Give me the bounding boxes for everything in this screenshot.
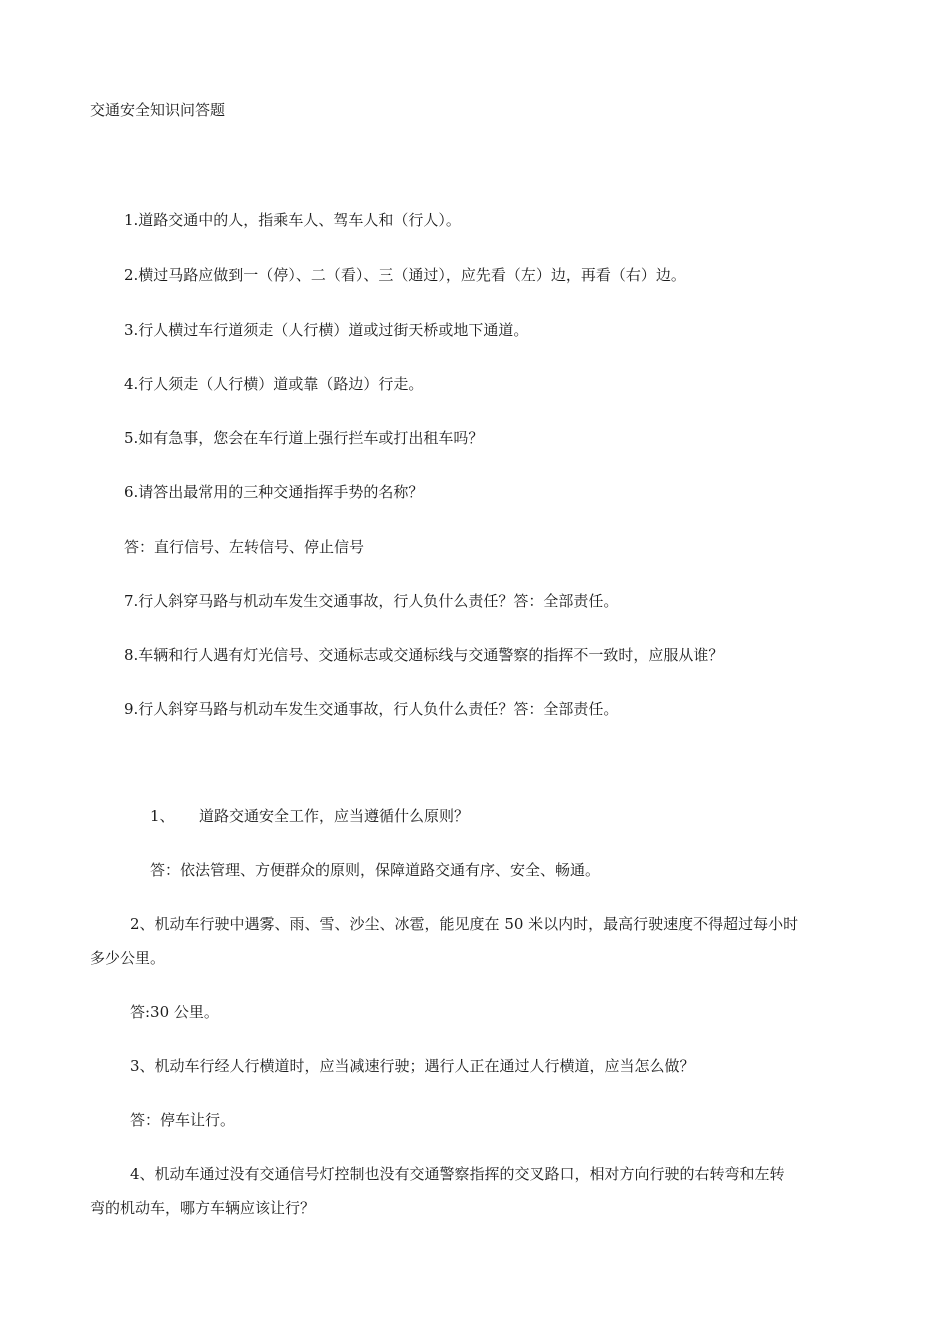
question-4: 4.行人须走（人行横）道或靠（路边）行走。 (124, 375, 424, 393)
section2-question-2-line2: 多少公里。 (90, 949, 166, 967)
section2-question-3: 3、机动车行经人行横道时，应当减速行驶；遇行人正在通过人行横道，应当怎么做？ (130, 1057, 695, 1075)
section2-answer-1: 答：依法管理、方便群众的原则，保障道路交通有序、安全、畅通。 (150, 861, 601, 879)
question-6: 6.请答出最常用的三种交通指挥手势的名称？ (124, 483, 424, 501)
question-9: 9.行人斜穿马路与机动车发生交通事故，行人负什么责任？答：全部责任。 (124, 700, 619, 718)
section2-question-1-number: 1、 (150, 807, 175, 825)
question-8: 8.车辆和行人遇有灯光信号、交通标志或交通标线与交通警察的指挥不一致时，应服从谁？ (124, 646, 724, 664)
question-1: 1.道路交通中的人，指乘车人、驾车人和（行人）。 (124, 211, 461, 229)
document-title: 交通安全知识问答题 (90, 101, 226, 119)
section2-answer-3: 答：停车让行。 (130, 1111, 236, 1129)
section2-question-2-line1: 2、机动车行驶中遇雾、雨、雪、沙尘、冰雹，能见度在 50 米以内时，最高行驶速度不得超过每小时 (130, 915, 799, 933)
question-3: 3.行人横过车行道须走（人行横）道或过街天桥或地下通道。 (124, 321, 529, 339)
section2-question-4-line2: 弯的机动车，哪方车辆应该让行？ (90, 1199, 316, 1217)
answer-6: 答：直行信号、左转信号、停止信号 (124, 538, 365, 556)
section2-question-1: 道路交通安全工作，应当遵循什么原则？ (199, 807, 470, 825)
section2-answer-2: 答:30 公里。 (130, 1003, 219, 1021)
question-7: 7.行人斜穿马路与机动车发生交通事故，行人负什么责任？答：全部责任。 (124, 592, 619, 610)
question-2: 2.横过马路应做到一（停）、二（看）、三（通过），应先看（左）边，再看（右）边。 (124, 266, 686, 284)
section2-question-4-line1: 4、机动车通过没有交通信号灯控制也没有交通警察指挥的交叉路口，相对方向行驶的右转弯和左转 (130, 1165, 785, 1183)
question-5: 5.如有急事，您会在车行道上强行拦车或打出租车吗？ (124, 429, 484, 447)
